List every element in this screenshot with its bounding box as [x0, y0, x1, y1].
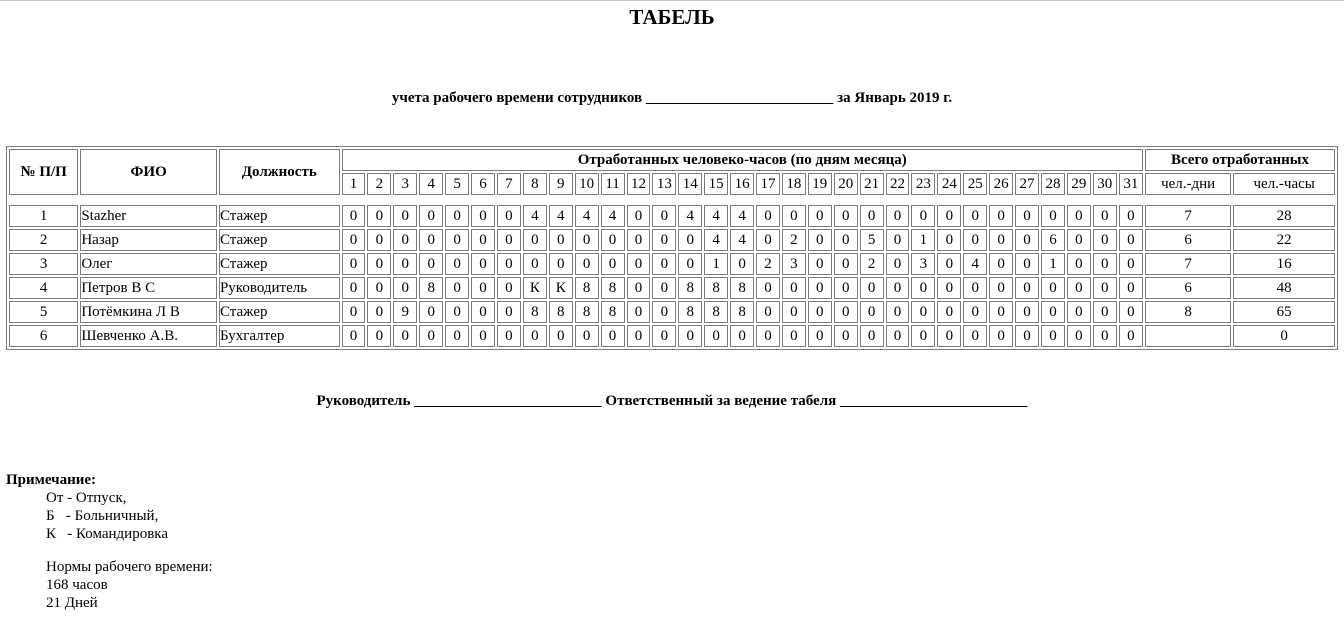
- header-day-29: 29: [1067, 173, 1091, 195]
- header-day-10: 10: [575, 173, 599, 195]
- day-cell: 8: [575, 301, 599, 323]
- day-cell: 0: [860, 205, 884, 227]
- day-cell: 0: [834, 205, 858, 227]
- row-total-hours: 22: [1233, 229, 1335, 251]
- day-cell: 0: [445, 205, 469, 227]
- day-cell: 0: [471, 229, 495, 251]
- day-cell: 0: [1067, 301, 1091, 323]
- day-cell: 0: [549, 325, 573, 347]
- header-day-23: 23: [911, 173, 935, 195]
- day-cell: 0: [1041, 325, 1065, 347]
- header-day-7: 7: [497, 173, 521, 195]
- day-cell: 0: [1067, 229, 1091, 251]
- day-cell: 0: [963, 205, 987, 227]
- day-cell: 0: [523, 229, 547, 251]
- row-total-hours: 16: [1233, 253, 1335, 275]
- row-position: Стажер: [219, 253, 340, 275]
- day-cell: 0: [419, 205, 443, 227]
- day-cell: 8: [730, 277, 754, 299]
- day-cell: 0: [342, 229, 366, 251]
- note-item-vacation: От - Отпуск,: [46, 490, 127, 506]
- day-cell: 0: [937, 229, 961, 251]
- day-cell: 0: [367, 253, 391, 275]
- row-name: Stazher: [80, 205, 217, 227]
- day-cell: 0: [393, 325, 417, 347]
- day-cell: 0: [937, 325, 961, 347]
- day-cell: 0: [989, 229, 1013, 251]
- day-cell: 0: [808, 229, 832, 251]
- day-cell: 0: [989, 325, 1013, 347]
- day-cell: 0: [808, 205, 832, 227]
- day-cell: 0: [782, 301, 806, 323]
- day-cell: 0: [678, 229, 702, 251]
- day-cell: 0: [937, 205, 961, 227]
- day-cell: 0: [342, 301, 366, 323]
- day-cell: 4: [704, 205, 728, 227]
- header-total-days: чел.-дни: [1145, 173, 1231, 195]
- day-cell: 0: [471, 301, 495, 323]
- row-num: 5: [9, 301, 78, 323]
- subtitle-prefix: учета рабочего времени сотрудников: [391, 90, 643, 106]
- day-cell: 0: [911, 301, 935, 323]
- day-cell: 0: [678, 325, 702, 347]
- day-cell: 0: [1119, 325, 1143, 347]
- day-cell: 0: [342, 277, 366, 299]
- day-cell: 0: [1015, 229, 1039, 251]
- row-total-days: [1145, 325, 1231, 347]
- day-cell: 0: [834, 325, 858, 347]
- day-cell: 0: [860, 301, 884, 323]
- table-row: [9, 325, 1335, 347]
- day-cell: 4: [730, 205, 754, 227]
- day-cell: 0: [471, 277, 495, 299]
- norms-title: Нормы рабочего времени:: [46, 559, 213, 575]
- day-cell: 0: [497, 205, 521, 227]
- day-cell: 0: [1119, 301, 1143, 323]
- row-num: 6: [9, 325, 78, 347]
- day-cell: 0: [497, 229, 521, 251]
- row-position: Стажер: [219, 205, 340, 227]
- header-day-21: 21: [860, 173, 884, 195]
- day-cell: 0: [1093, 253, 1117, 275]
- day-cell: 0: [575, 229, 599, 251]
- day-cell: 8: [549, 301, 573, 323]
- day-cell: 2: [860, 253, 884, 275]
- day-cell: 8: [601, 301, 625, 323]
- day-cell: 0: [1041, 205, 1065, 227]
- header-day-24: 24: [937, 173, 961, 195]
- day-cell: 0: [367, 301, 391, 323]
- header-name: ФИО: [80, 149, 217, 195]
- note-legend: [46, 489, 168, 543]
- header-day-26: 26: [989, 173, 1013, 195]
- day-cell: 0: [523, 325, 547, 347]
- day-cell: 0: [860, 277, 884, 299]
- row-total-hours: 65: [1233, 301, 1335, 323]
- table-row: [9, 301, 1335, 323]
- day-cell: 0: [911, 205, 935, 227]
- day-cell: 0: [627, 229, 651, 251]
- day-cell: 0: [937, 277, 961, 299]
- table-row: [9, 253, 1335, 275]
- row-num: 2: [9, 229, 78, 251]
- header-day-31: 31: [1119, 173, 1143, 195]
- day-cell: 0: [678, 253, 702, 275]
- day-cell: 0: [1015, 301, 1039, 323]
- day-cell: 0: [601, 325, 625, 347]
- day-cell: 0: [652, 205, 676, 227]
- day-cell: 0: [963, 325, 987, 347]
- page-title: ТАБЕЛЬ: [629, 5, 715, 29]
- subtitle-blank: [646, 90, 834, 106]
- day-cell: 0: [730, 253, 754, 275]
- header-day-11: 11: [601, 173, 625, 195]
- day-cell: 5: [860, 229, 884, 251]
- day-cell: 0: [1119, 253, 1143, 275]
- day-cell: 8: [730, 301, 754, 323]
- day-cell: 0: [808, 325, 832, 347]
- day-cell: 8: [704, 277, 728, 299]
- row-total-hours: 48: [1233, 277, 1335, 299]
- day-cell: 1: [911, 229, 935, 251]
- day-cell: 0: [963, 301, 987, 323]
- day-cell: 0: [989, 301, 1013, 323]
- day-cell: 0: [937, 301, 961, 323]
- table-row: [9, 277, 1335, 299]
- day-cell: 0: [652, 325, 676, 347]
- day-cell: 0: [808, 301, 832, 323]
- day-cell: 0: [497, 325, 521, 347]
- header-day-28: 28: [1041, 173, 1065, 195]
- day-cell: 0: [756, 229, 780, 251]
- day-cell: 0: [393, 253, 417, 275]
- day-cell: 0: [886, 277, 910, 299]
- header-day-15: 15: [704, 173, 728, 195]
- day-cell: 4: [601, 205, 625, 227]
- header-day-14: 14: [678, 173, 702, 195]
- row-name: Потёмкина Л В: [80, 301, 217, 323]
- day-cell: 0: [601, 253, 625, 275]
- day-cell: 0: [1067, 277, 1091, 299]
- day-cell: 0: [445, 229, 469, 251]
- day-cell: 0: [652, 277, 676, 299]
- day-cell: 6: [1041, 229, 1065, 251]
- signatures: [0, 392, 1344, 410]
- day-cell: 0: [860, 325, 884, 347]
- row-total-days: 6: [1145, 229, 1231, 251]
- day-cell: 0: [704, 325, 728, 347]
- header-day-12: 12: [627, 173, 651, 195]
- day-cell: 0: [834, 253, 858, 275]
- norms-hours: 168 часов: [46, 577, 108, 593]
- day-cell: 0: [627, 253, 651, 275]
- header-day-18: 18: [782, 173, 806, 195]
- header-day-9: 9: [549, 173, 573, 195]
- day-cell: 8: [678, 277, 702, 299]
- row-total-days: 7: [1145, 253, 1231, 275]
- day-cell: 0: [886, 253, 910, 275]
- day-cell: 4: [678, 205, 702, 227]
- day-cell: 0: [627, 301, 651, 323]
- day-cell: 1: [704, 253, 728, 275]
- day-cell: 0: [911, 277, 935, 299]
- day-cell: 0: [1041, 301, 1065, 323]
- header-day-25: 25: [963, 173, 987, 195]
- day-cell: 0: [756, 277, 780, 299]
- day-cell: 0: [575, 325, 599, 347]
- row-total-hours: 28: [1233, 205, 1335, 227]
- day-cell: 0: [834, 301, 858, 323]
- table-row: [9, 229, 1335, 251]
- day-cell: 0: [367, 277, 391, 299]
- row-position: Бухгалтер: [219, 325, 340, 347]
- day-cell: 2: [782, 229, 806, 251]
- day-cell: 8: [575, 277, 599, 299]
- manager-label: Руководитель: [316, 393, 411, 409]
- table-row: [9, 205, 1335, 227]
- day-cell: 0: [445, 301, 469, 323]
- day-cell: 0: [419, 325, 443, 347]
- day-cell: 8: [523, 301, 547, 323]
- day-cell: 0: [834, 277, 858, 299]
- day-cell: 0: [471, 253, 495, 275]
- day-cell: 0: [1041, 277, 1065, 299]
- header-num: № П/П: [9, 149, 78, 195]
- day-cell: 4: [730, 229, 754, 251]
- header-day-16: 16: [730, 173, 754, 195]
- row-num: 1: [9, 205, 78, 227]
- day-cell: 0: [730, 325, 754, 347]
- day-cell: 0: [393, 277, 417, 299]
- header-day-6: 6: [471, 173, 495, 195]
- day-cell: 0: [808, 277, 832, 299]
- row-name: Петров В С: [80, 277, 217, 299]
- day-cell: 0: [1015, 205, 1039, 227]
- header-position: Должность: [219, 149, 340, 195]
- day-cell: 0: [911, 325, 935, 347]
- day-cell: 0: [1119, 277, 1143, 299]
- day-cell: 0: [342, 205, 366, 227]
- norms-days: 21 Дней: [46, 595, 98, 611]
- day-cell: 0: [419, 301, 443, 323]
- day-cell: 0: [652, 253, 676, 275]
- day-cell: 0: [1093, 229, 1117, 251]
- day-cell: 0: [963, 277, 987, 299]
- day-cell: 1: [1041, 253, 1065, 275]
- row-total-hours: 0: [1233, 325, 1335, 347]
- timesheet-table: [6, 146, 1338, 350]
- day-cell: 0: [445, 277, 469, 299]
- day-cell: 0: [367, 205, 391, 227]
- day-cell: 0: [989, 277, 1013, 299]
- day-cell: 2: [756, 253, 780, 275]
- day-cell: 0: [756, 301, 780, 323]
- work-norms: [46, 558, 213, 612]
- day-cell: 8: [419, 277, 443, 299]
- page-subtitle: [0, 89, 1344, 107]
- day-cell: 4: [523, 205, 547, 227]
- day-cell: 9: [393, 301, 417, 323]
- day-cell: 0: [1093, 301, 1117, 323]
- responsible-label: Ответственный за ведение табеля: [605, 393, 837, 409]
- day-cell: 0: [652, 229, 676, 251]
- day-cell: 0: [419, 253, 443, 275]
- header-day-5: 5: [445, 173, 469, 195]
- row-position: Стажер: [219, 301, 340, 323]
- day-cell: 4: [704, 229, 728, 251]
- day-cell: 0: [808, 253, 832, 275]
- day-cell: 0: [445, 325, 469, 347]
- header-day-30: 30: [1093, 173, 1117, 195]
- day-cell: 0: [782, 325, 806, 347]
- row-name: Назар: [80, 229, 217, 251]
- day-cell: 0: [367, 229, 391, 251]
- day-cell: 8: [601, 277, 625, 299]
- day-cell: 0: [601, 229, 625, 251]
- day-cell: 0: [886, 205, 910, 227]
- header-total-hours: чел.-часы: [1233, 173, 1335, 195]
- day-cell: 0: [1093, 205, 1117, 227]
- header-day-13: 13: [652, 173, 676, 195]
- day-cell: 0: [989, 253, 1013, 275]
- day-cell: 0: [627, 325, 651, 347]
- day-cell: 0: [497, 277, 521, 299]
- day-cell: 0: [782, 205, 806, 227]
- day-cell: 0: [549, 253, 573, 275]
- header-day-20: 20: [834, 173, 858, 195]
- day-cell: 0: [1119, 205, 1143, 227]
- day-cell: 4: [549, 205, 573, 227]
- day-cell: 8: [678, 301, 702, 323]
- header-day-19: 19: [808, 173, 832, 195]
- day-cell: 0: [393, 229, 417, 251]
- row-num: 3: [9, 253, 78, 275]
- day-cell: 4: [963, 253, 987, 275]
- day-cell: 0: [1067, 253, 1091, 275]
- day-cell: 0: [497, 301, 521, 323]
- responsible-signature-line: [840, 393, 1028, 409]
- day-cell: 0: [342, 325, 366, 347]
- day-cell: 0: [989, 205, 1013, 227]
- day-cell: К: [549, 277, 573, 299]
- day-cell: 0: [471, 205, 495, 227]
- header-day-8: 8: [523, 173, 547, 195]
- day-cell: 3: [782, 253, 806, 275]
- day-cell: 0: [627, 277, 651, 299]
- day-cell: 0: [471, 325, 495, 347]
- row-total-days: 8: [1145, 301, 1231, 323]
- header-day-3: 3: [393, 173, 417, 195]
- day-cell: 0: [1015, 277, 1039, 299]
- day-cell: 0: [367, 325, 391, 347]
- day-cell: 0: [523, 253, 547, 275]
- day-cell: К: [523, 277, 547, 299]
- day-cell: 3: [911, 253, 935, 275]
- top-divider: [0, 0, 1344, 1]
- day-cell: 8: [704, 301, 728, 323]
- day-cell: 0: [652, 301, 676, 323]
- day-cell: 0: [393, 205, 417, 227]
- note-item-business-trip: К - Командировка: [46, 526, 169, 542]
- day-cell: 0: [886, 301, 910, 323]
- day-cell: 0: [1093, 277, 1117, 299]
- header-day-22: 22: [886, 173, 910, 195]
- note-title: Примечание:: [6, 472, 97, 488]
- day-cell: 0: [1067, 205, 1091, 227]
- row-position: Стажер: [219, 229, 340, 251]
- day-cell: 0: [937, 253, 961, 275]
- header-days-group: Отработанных человеко-часов (по дням месяца): [342, 149, 1143, 171]
- header-day-1: 1: [342, 173, 366, 195]
- day-cell: 0: [627, 205, 651, 227]
- subtitle-period: за Январь 2019 г.: [837, 90, 953, 106]
- day-cell: 0: [1093, 325, 1117, 347]
- day-cell: 0: [342, 253, 366, 275]
- day-cell: 0: [1015, 325, 1039, 347]
- row-total-days: 7: [1145, 205, 1231, 227]
- row-position: Руководитель: [219, 277, 340, 299]
- header-day-4: 4: [419, 173, 443, 195]
- day-cell: 0: [497, 253, 521, 275]
- header-day-27: 27: [1015, 173, 1039, 195]
- header-day-2: 2: [367, 173, 391, 195]
- day-cell: 0: [1119, 229, 1143, 251]
- row-name: Шевченко А.В.: [80, 325, 217, 347]
- day-cell: 0: [549, 229, 573, 251]
- day-cell: 0: [886, 325, 910, 347]
- day-cell: 0: [575, 253, 599, 275]
- day-cell: 0: [445, 253, 469, 275]
- header-totals-group: Всего отработанных: [1145, 149, 1335, 171]
- day-cell: 0: [756, 325, 780, 347]
- day-cell: 0: [1015, 253, 1039, 275]
- day-cell: 0: [756, 205, 780, 227]
- day-cell: 0: [834, 229, 858, 251]
- row-num: 4: [9, 277, 78, 299]
- header-day-17: 17: [756, 173, 780, 195]
- manager-signature-line: [414, 393, 602, 409]
- day-cell: 0: [963, 229, 987, 251]
- day-cell: 0: [782, 277, 806, 299]
- day-cell: 4: [575, 205, 599, 227]
- row-total-days: 6: [1145, 277, 1231, 299]
- day-cell: 0: [886, 229, 910, 251]
- note-item-sick: Б - Больничный,: [46, 508, 159, 524]
- row-name: Олег: [80, 253, 217, 275]
- day-cell: 0: [419, 229, 443, 251]
- day-cell: 0: [1067, 325, 1091, 347]
